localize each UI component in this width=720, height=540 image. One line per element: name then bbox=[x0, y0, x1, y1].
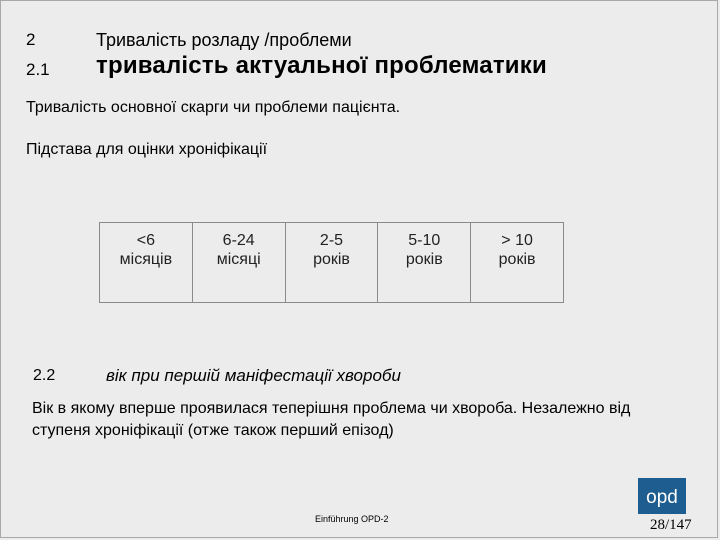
duration-cell-unit: місяці bbox=[216, 251, 261, 268]
duration-cell bbox=[378, 223, 471, 302]
section-title-sub: тривалість актуальної проблематики bbox=[96, 52, 547, 79]
opd-logo bbox=[638, 478, 686, 514]
page-number: 28/147 bbox=[650, 517, 692, 533]
footer-label: Einführung OPD-2 bbox=[315, 514, 389, 524]
section-title-2-2: вік при першій маніфестації хвороби bbox=[106, 366, 401, 385]
duration-cell-value: > 10 bbox=[501, 232, 533, 249]
duration-cell-value: <6 bbox=[136, 232, 156, 249]
description-text: Тривалість основної скарги чи проблеми пацієнта. bbox=[26, 99, 401, 116]
opd-logo-icon bbox=[638, 478, 686, 514]
duration-cell bbox=[471, 223, 563, 302]
basis-text: Підстава для оцінки хроніфікації bbox=[26, 141, 268, 158]
section-number-main: 2 bbox=[26, 30, 36, 49]
duration-table bbox=[99, 222, 564, 303]
duration-cell bbox=[100, 223, 193, 302]
duration-cell-unit: років bbox=[498, 251, 536, 268]
duration-cell-value: 6-24 bbox=[222, 232, 255, 249]
section-number-sub: 2.1 bbox=[26, 60, 50, 79]
svg-text:opd: opd bbox=[646, 487, 678, 508]
section-2-2-description: Вік в якому вперше проявилася теперішня проблема чи хвороба. Незалежно від ступеня хроніфікації (отже також перший епізод) bbox=[32, 400, 631, 439]
duration-cell-unit: років bbox=[313, 251, 350, 268]
duration-cell-value: 5-10 bbox=[408, 232, 441, 249]
section-number-2-2: 2.2 bbox=[33, 367, 56, 384]
duration-cell-value: 2-5 bbox=[319, 232, 344, 249]
duration-cell bbox=[286, 223, 379, 302]
duration-cell-unit: місяців bbox=[119, 251, 173, 268]
duration-cell bbox=[193, 223, 286, 302]
duration-cell-unit: років bbox=[405, 251, 443, 268]
section-title-main: Тривалість розладу /проблеми bbox=[96, 30, 352, 50]
